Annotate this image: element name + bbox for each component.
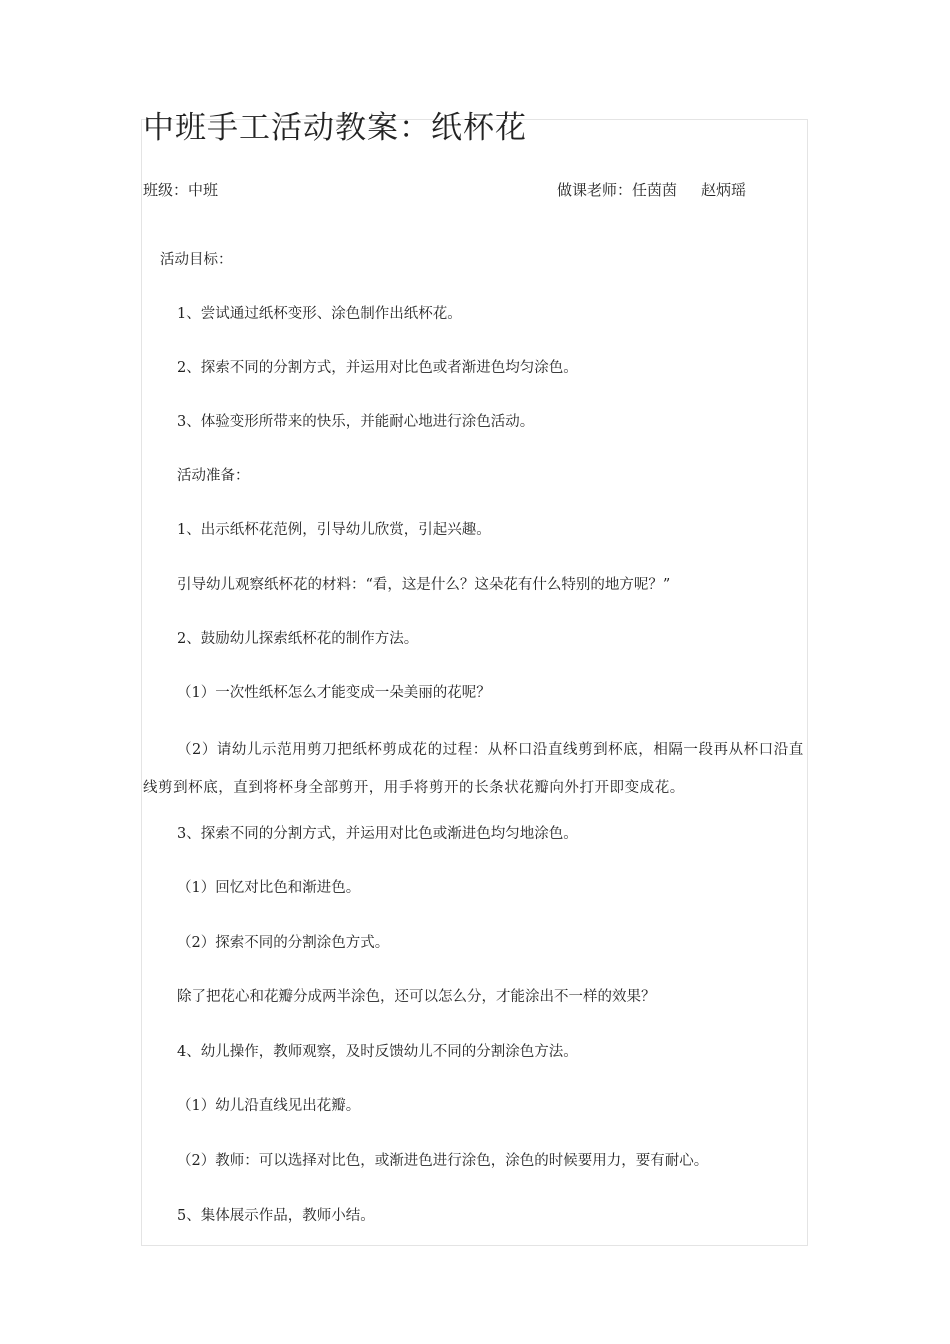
sub-step-item: （2）探索不同的分割涂色方式。: [177, 935, 390, 951]
goal-item: 3、体验变形所带来的快乐，并能耐心地进行涂色活动。: [177, 414, 535, 430]
teacher-info: [557, 178, 746, 202]
goal-item: 2、探索不同的分割方式，并运用对比色或者渐进色均匀涂色。: [177, 360, 578, 376]
sub-step-item: （1）一次性纸杯怎么才能变成一朵美丽的花呢？: [177, 685, 491, 701]
teacher-name: 任茵茵: [632, 181, 678, 199]
step-detail: 引导幼儿观察纸杯花的材料：“看，这是什么？这朵花有什么特别的地方呢？”: [177, 577, 671, 593]
sub-step-item: （1）幼儿沿直线见出花瓣。: [177, 1098, 361, 1114]
goals-heading: 活动目标：: [160, 252, 233, 268]
sub-step-item: （1）回忆对比色和渐进色。: [177, 880, 361, 896]
step-item: 2、鼓励幼儿探索纸杯花的制作方法。: [177, 631, 419, 647]
sub-step-item: （2）请幼儿示范用剪刀把纸杯剪成花的过程：从杯口沿直线剪到杯底，相隔一段再从杯口沿直线剪到杯底，直到将杯身全部剪开，用手将剪开的长条状花瓣向外打开即变成花。: [143, 742, 804, 796]
goal-item: 1、尝试通过纸杯变形、涂色制作出纸杯花。: [177, 306, 462, 322]
step-item: 3、探索不同的分割方式，并运用对比色或渐进色均匀地涂色。: [177, 826, 578, 842]
teacher-label: 做课老师：: [557, 181, 633, 199]
prep-heading: 活动准备：: [177, 468, 250, 484]
class-info: 班级：中班: [143, 181, 219, 199]
step-detail: 除了把花心和花瓣分成两半涂色，还可以怎么分，才能涂出不一样的效果？: [177, 989, 656, 1005]
teacher-names: [632, 181, 746, 199]
teacher-name: 赵炳瑶: [701, 181, 747, 199]
sub-step-item: （2）教师：可以选择对比色，或渐进色进行涂色，涂色的时候要用力，要有耐心。: [177, 1153, 709, 1169]
page-title: 中班手工活动教案：纸杯花: [143, 110, 527, 146]
step-item: 1、出示纸杯花范例，引导幼儿欣赏，引起兴趣。: [177, 522, 491, 538]
step-item: 4、幼儿操作，教师观察，及时反馈幼儿不同的分割涂色方法。: [177, 1044, 578, 1060]
step-item: 5、集体展示作品，教师小结。: [177, 1208, 375, 1224]
